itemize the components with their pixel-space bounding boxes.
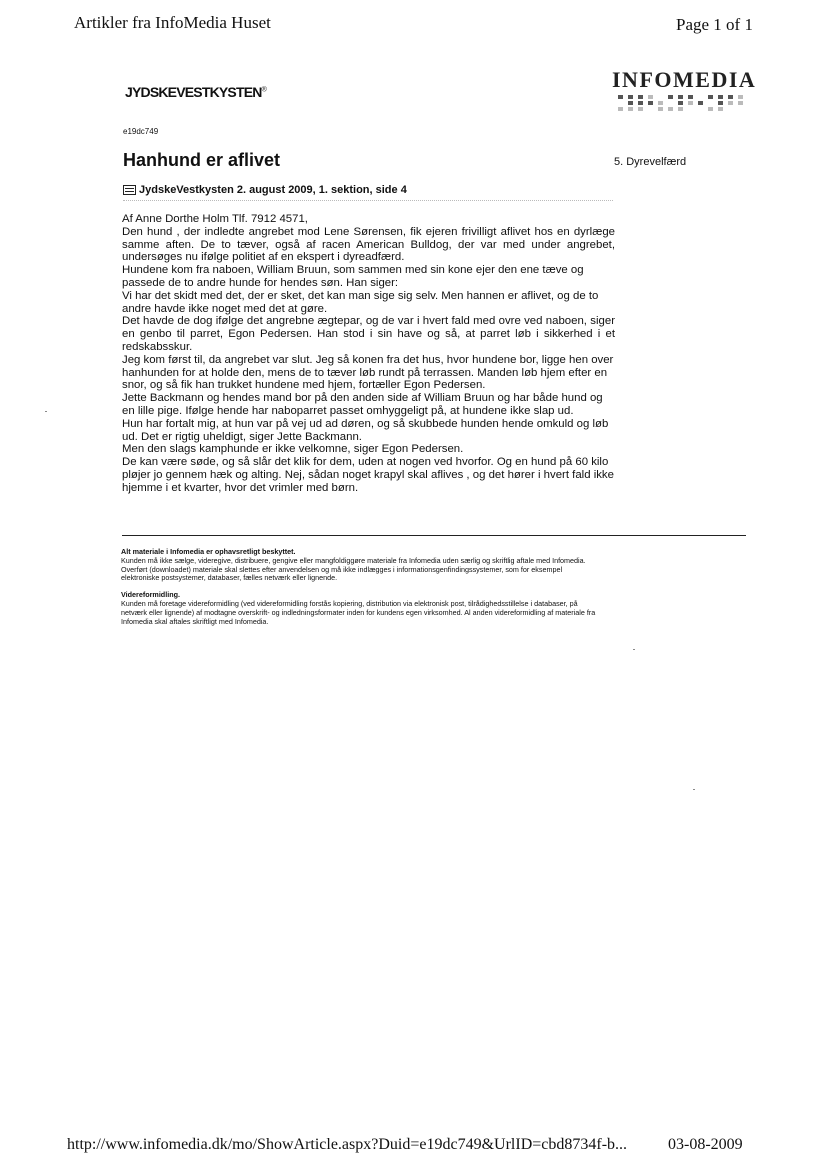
article-paragraph: Jette Backmann og hendes mand bor på den anden side af William Bruun og har både hund og en lille pige. Ifølge hende har naboparret passet omhyggeligt på, at hundene ikke slap ud. — [122, 392, 603, 417]
article-paragraph: Det havde de dog ifølge det angrebne ægtepar, og de var i hvert fald med ovre ved naboen, siger en genbo til parret, Egon Pedersen. Han stod i sin have og så, at parret løb i sikkerhed i et redskabsskur. — [122, 315, 615, 353]
article-paragraph: Jeg kom først til, da angrebet var slut. Jeg så konen fra det hus, hvor hundene bor, ligge hen over hanhunden for at holde den, mens de to tæver løb rundt på terrassen. Manden løb hjem efter en snor, og så fik han trukket hundene med hjem, fortæller Egon Pedersen. — [122, 353, 614, 392]
print-footer-date: 03-08-2009 — [668, 1136, 743, 1153]
jydskevestkysten-logo — [125, 84, 266, 100]
scan-speck — [45, 411, 47, 412]
print-page-number: Page 1 of 1 — [676, 15, 753, 34]
article-source — [123, 184, 407, 196]
article-category: 5. Dyrevelfærd — [614, 156, 687, 168]
scan-speck — [633, 649, 635, 650]
article-title: Hanhund er aflivet — [123, 150, 281, 170]
registered-mark: ® — [261, 86, 266, 94]
document-id: e19dc749 — [123, 127, 159, 136]
jydskevestkysten-logo-text: JYDSKEVESTKYSTEN — [125, 84, 262, 100]
article-source-text: JydskeVestkysten 2. august 2009, 1. sektion, side 4 — [139, 184, 407, 196]
scan-speck — [693, 789, 695, 790]
copyright-heading: Alt materiale i Infomedia er ophavsretligt beskyttet. — [121, 547, 296, 556]
infomedia-logo-text: INFOMEDIA — [612, 67, 757, 92]
redistribution-heading: Videreformidling. — [121, 590, 180, 600]
article-paragraph: Vi har det skidt med det, der er sket, det kan man sige sig selv. Men hannen er aflivet, og de to andre havde ikke noget med det at gøre. — [122, 289, 599, 315]
article-body — [122, 213, 615, 495]
newspaper-icon — [123, 185, 136, 195]
source-divider — [123, 200, 613, 201]
article-paragraph: De kan være søde, og så slår det klik for dem, uden at nogen ved hvorfor. Og en hund på 60 kilo pløjer jo gennem hæk og alting. Nej, sådan noget krapyl skal aflives , og det hører i hvert fald ikke hjemme i et kvarter, hvor det vrimler med børn. — [122, 456, 614, 494]
article-paragraph: Den hund , der indledte angrebet mod Lene Sørensen, fik ejeren frivilligt aflivet hos en dyrlæge samme aften. De to tæver, også af racen American Bulldog, der var med under angrebet, undersøges nu ifølge politiet af en ekspert i dyreadfærd. — [122, 225, 615, 264]
article-paragraph: Hun har fortalt mig, at hun var på vej ud ad døren, og så skubbede hunden hende omkuld og løb ud. Det er rigtig uheldigt, siger Jette Backmann. — [122, 417, 609, 443]
infomedia-logo — [612, 67, 757, 111]
copyright-notice — [121, 548, 601, 626]
article-paragraph: Men den slags kamphunde er ikke velkomne, siger Egon Pedersen. — [122, 443, 464, 456]
article-paragraph: Hundene kom fra naboen, William Bruun, som sammen med sin kone ejer den ene tæve og passede de to andre hunde for hendes søn. Han siger: — [122, 264, 584, 289]
infomedia-logo-pattern — [618, 95, 747, 111]
footer-divider — [122, 535, 746, 536]
print-header-title: Artikler fra InfoMedia Huset — [74, 13, 271, 32]
article-byline: Af Anne Dorthe Holm Tlf. 7912 4571, — [122, 213, 308, 225]
print-footer-url: http://www.infomedia.dk/mo/ShowArticle.aspx?Duid=e19dc749&UrlID=cbd8734f-b... — [67, 1136, 628, 1153]
copyright-text: Kunden må ikke sælge, videregive, distribuere, gengive eller mangfoldiggøre materiale fra Infomedia uden særlig og skriftlig aftale med Infomedia. Overført (downloadet) materiale skal slettes efter anvendelsen og må ikke indlægges i informationsgenfindingssystemer, som for eksempel elektroniske postsystemer, databaser, fælles netværk eller lignende. — [121, 555, 586, 583]
redistribution-text: Kunden må foretage videreformidling (ved videreformidling forstås kopiering, distribution via elektronisk post, tilrådighedsstillelse i databaser, på netværk eller lignende) af modtagne overskrift- og indledningsformater inden for kundens egen virksomhed. Al anden videreformidling af materiale fra Infomedia skal aftales skriftligt med Infomedia. — [121, 598, 596, 626]
